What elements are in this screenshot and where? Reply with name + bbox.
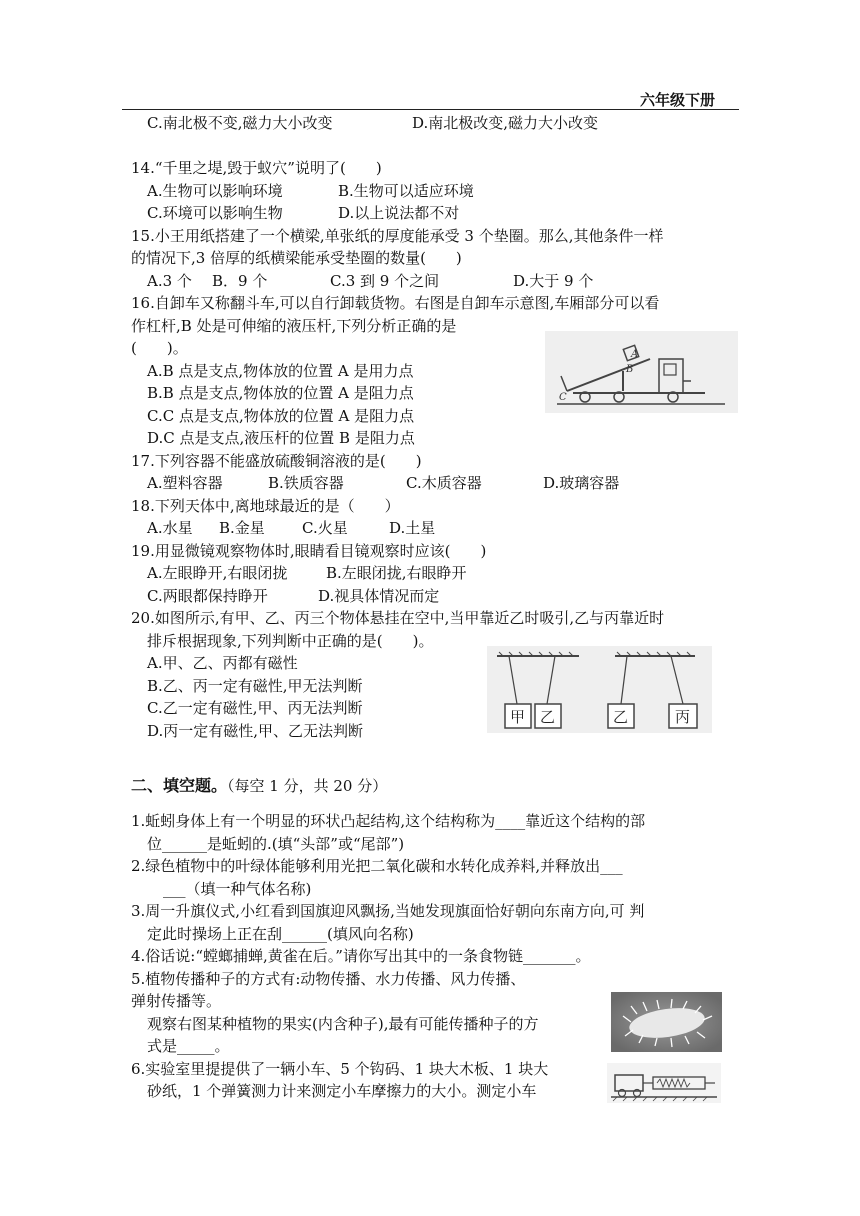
q19-option-b: B.左眼闭拢,右眼睁开 [326,564,467,582]
q15-stem-line2: 的情况下,3 倍厚的纸横梁能承受垫圈的数量( ) [131,249,462,267]
f5-line2: 弹射传播等。 [131,992,222,1010]
q16-option-b: B.B 点是支点,物体放的位置 A 是阻力点 [147,384,414,402]
q16-stem-line1: 16.自卸车又称翻斗车,可以自行卸载货物。右图是自卸车示意图,车厢部分可以看 [131,294,660,312]
object-yi-right-label: 乙 [613,708,629,726]
f2-line1: 2.绿色植物中的叶绿体能够利用光把二氧化碳和水转化成养料,并释放出___ [131,857,623,875]
q20-stem-line2: 排斥根据现象,下列判断中正确的是( )。 [147,632,434,650]
q17-stem: 17.下列容器不能盛放硫酸铜溶液的是( ) [131,452,422,470]
grade-header: 六年级下册 [640,91,716,109]
object-yi-label: 乙 [540,708,556,726]
q15-stem-line1: 15.小王用纸搭建了一个横梁,单张纸的厚度能承受 3 个垫圈。那么,其他条件一样 [131,227,664,245]
f4-line1: 4.俗话说:“螳螂捕蝉,黄雀在后。”请你写出其中的一条食物链_______。 [131,947,591,965]
magnet-hanging-figure [487,646,712,733]
q15-option-d: D.大于 9 个 [513,272,594,290]
object-jia-label: 甲 [510,708,526,726]
q20-stem-line1: 20.如图所示,有甲、乙、丙三个物体悬挂在空中,当甲靠近乙时吸引,乙与丙靠近时 [131,609,665,627]
q16-option-d: D.C 点是支点,液压杆的位置 B 是阻力点 [147,429,415,447]
q17-option-a: A.塑料容器 [147,474,223,492]
burr-fruit-photo [611,992,722,1052]
section2-note: （每空 1 分，共 20 分） [227,777,388,795]
f3-line2: 定此时操场上正在刮______(填风向名称) [147,925,414,943]
q16-stem-line3: ( )。 [131,339,188,357]
f1-line1: 1.蚯蚓身体上有一个明显的环状凸起结构,这个结构称为____靠近这个结构的部 [131,812,646,830]
header-rule [122,109,739,110]
q20-option-a: A.甲、乙、丙都有磁性 [147,654,298,672]
f6-line2: 砂纸，1 个弹簧测力计来测定小车摩擦力的大小。测定小车 [147,1082,537,1100]
q19-stem: 19.用显微镜观察物体时,眼睛看目镜观察时应该( ) [131,542,487,560]
q20-option-c: C.乙一定有磁性,甲、丙无法判断 [147,699,363,717]
q14-option-a: A.生物可以影响环境 [147,182,283,200]
q15-option-b: B．9 个 [212,272,268,290]
cart-spring-scale-figure [607,1063,721,1103]
f5-line3: 观察右图某种植物的果实(内含种子),最有可能传播种子的方 [147,1015,539,1033]
q15-option-c: C.3 到 9 个之间 [330,272,440,290]
q19-option-a: A.左眼睁开,右眼闭拢 [147,564,288,582]
q13-option-c: C.南北极不变,磁力大小改变 [147,114,333,132]
q18-option-c: C.火星 [302,519,348,537]
section2-title: 二、填空题。 [131,776,228,795]
f1-line2: 位______是蚯蚓的.(填“头部”或“尾部”) [147,835,405,853]
q16-option-a: A.B 点是支点,物体放的位置 A 是用力点 [147,362,414,380]
q18-option-b: B.金星 [219,519,265,537]
f5-line4: 式是_____。 [147,1037,230,1055]
q13-option-d: D.南北极改变,磁力大小改变 [412,114,599,132]
dump-truck-label-c: C [559,392,567,403]
section2-heading [131,775,387,798]
q18-option-d: D.土星 [389,519,436,537]
q20-option-d: D.丙一定有磁性,甲、乙无法判断 [147,722,364,740]
q19-option-d: D.视具体情况而定 [318,587,440,605]
q15-option-a: A.3 个 [147,272,192,290]
object-bing-label: 丙 [675,708,691,726]
dump-truck-label-b: B [626,364,634,375]
f5-line1: 5.植物传播种子的方式有:动物传播、水力传播、风力传播、 [131,970,526,988]
f6-line1: 6.实验室里提提供了一辆小车、5 个钩码、1 块大木板、1 块大 [131,1060,549,1078]
q17-option-b: B.铁质容器 [268,474,344,492]
q17-option-d: D.玻璃容器 [543,474,620,492]
dump-truck-figure [545,331,738,413]
q18-option-a: A.水星 [147,519,193,537]
q14-option-d: D.以上说法都不对 [338,204,460,222]
q18-stem: 18.下列天体中,离地球最近的是（ ） [131,497,400,515]
f2-line2: ___（填一种气体名称) [163,880,312,898]
q19-option-c: C.两眼都保持睁开 [147,587,268,605]
dump-truck-label-a: A [631,349,639,360]
q16-stem-line2: 作杠杆,B 处是可伸缩的液压杆,下列分析正确的是 [131,317,457,335]
q14-option-c: C.环境可以影响生物 [147,204,283,222]
q14-option-b: B.生物可以适应环境 [338,182,474,200]
q16-option-c: C.C 点是支点,物体放的位置 A 是阻力点 [147,407,415,425]
q20-option-b: B.乙、丙一定有磁性,甲无法判断 [147,677,363,695]
f3-line1: 3.周一升旗仪式,小红看到国旗迎风飘扬,当她发现旗面恰好朝向东南方向,可 判 [131,902,645,920]
q17-option-c: C.木质容器 [406,474,482,492]
q14-stem: 14.“千里之堤,毁于蚁穴”说明了( ) [131,159,382,177]
